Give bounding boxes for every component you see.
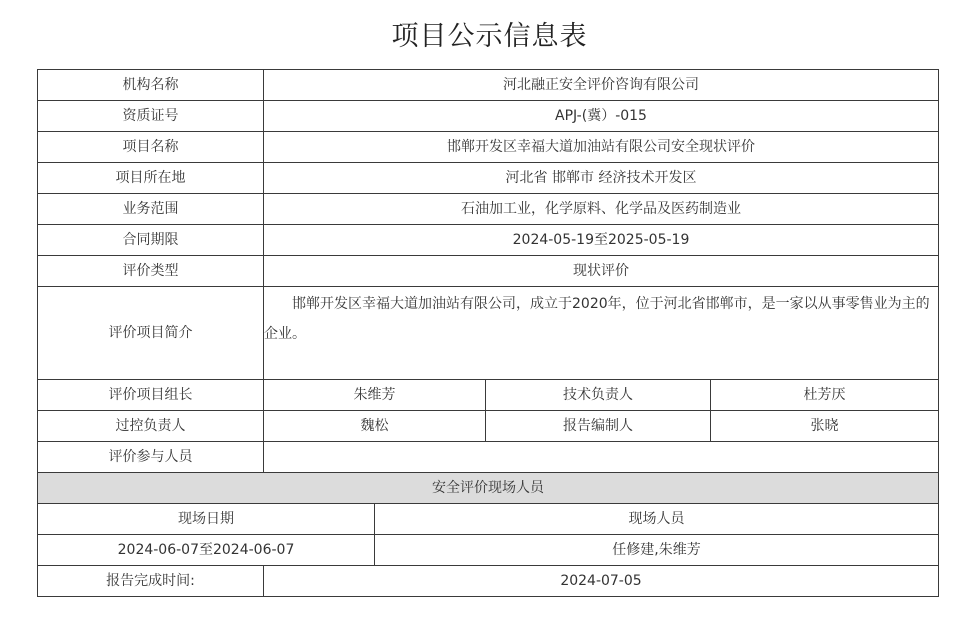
process-label: 过控负责人 [38, 411, 264, 442]
row-onsite-entry [38, 535, 939, 566]
report-label: 报告编制人 [486, 411, 711, 442]
row-business-scope [38, 194, 939, 225]
onsite-people-header: 现场人员 [375, 504, 939, 535]
row-location [38, 163, 939, 194]
project-name-label: 项目名称 [38, 132, 264, 163]
eval-type-label: 评价类型 [38, 256, 264, 287]
row-completion [38, 566, 939, 597]
intro-label: 评价项目简介 [38, 287, 264, 380]
row-onsite-section [38, 473, 939, 504]
onsite-people-value: 任修建,朱维芳 [375, 535, 939, 566]
row-eval-type [38, 256, 939, 287]
onsite-date-header: 现场日期 [38, 504, 375, 535]
cert-no-label: 资质证号 [38, 101, 264, 132]
participants-value [264, 442, 939, 473]
process-value: 魏松 [264, 411, 486, 442]
row-onsite-header [38, 504, 939, 535]
leader-value: 朱维芳 [264, 380, 486, 411]
intro-value: 邯郸开发区幸福大道加油站有限公司，成立于2020年，位于河北省邯郸市，是一家以从事零售业为主的企业。 [264, 287, 939, 380]
row-leader [38, 380, 939, 411]
contract-period-value: 2024-05-19至2025-05-19 [264, 225, 939, 256]
business-scope-value: 石油加工业，化学原料、化学品及医药制造业 [264, 194, 939, 225]
row-intro [38, 287, 939, 380]
contract-period-label: 合同期限 [38, 225, 264, 256]
participants-label: 评价参与人员 [38, 442, 264, 473]
tech-value: 杜芳厌 [711, 380, 939, 411]
project-info-table [37, 69, 939, 597]
completion-value: 2024-07-05 [264, 566, 939, 597]
row-project-name [38, 132, 939, 163]
page-title: 项目公示信息表 [391, 21, 588, 52]
leader-label: 评价项目组长 [38, 380, 264, 411]
project-name-value: 邯郸开发区幸福大道加油站有限公司安全现状评价 [264, 132, 939, 163]
report-value: 张晓 [711, 411, 939, 442]
org-name-value: 河北融正安全评价咨询有限公司 [264, 70, 939, 101]
location-value: 河北省 邯郸市 经济技术开发区 [264, 163, 939, 194]
tech-label: 技术负责人 [486, 380, 711, 411]
completion-label: 报告完成时间: [38, 566, 264, 597]
business-scope-label: 业务范围 [38, 194, 264, 225]
row-process [38, 411, 939, 442]
org-name-label: 机构名称 [38, 70, 264, 101]
cert-no-value: APJ-(冀）-015 [264, 101, 939, 132]
onsite-section-title: 安全评价现场人员 [38, 473, 939, 504]
row-cert-no [38, 101, 939, 132]
eval-type-value: 现状评价 [264, 256, 939, 287]
location-label: 项目所在地 [38, 163, 264, 194]
row-org-name [38, 70, 939, 101]
onsite-date-value: 2024-06-07至2024-06-07 [38, 535, 375, 566]
row-contract-period [38, 225, 939, 256]
row-participants [38, 442, 939, 473]
